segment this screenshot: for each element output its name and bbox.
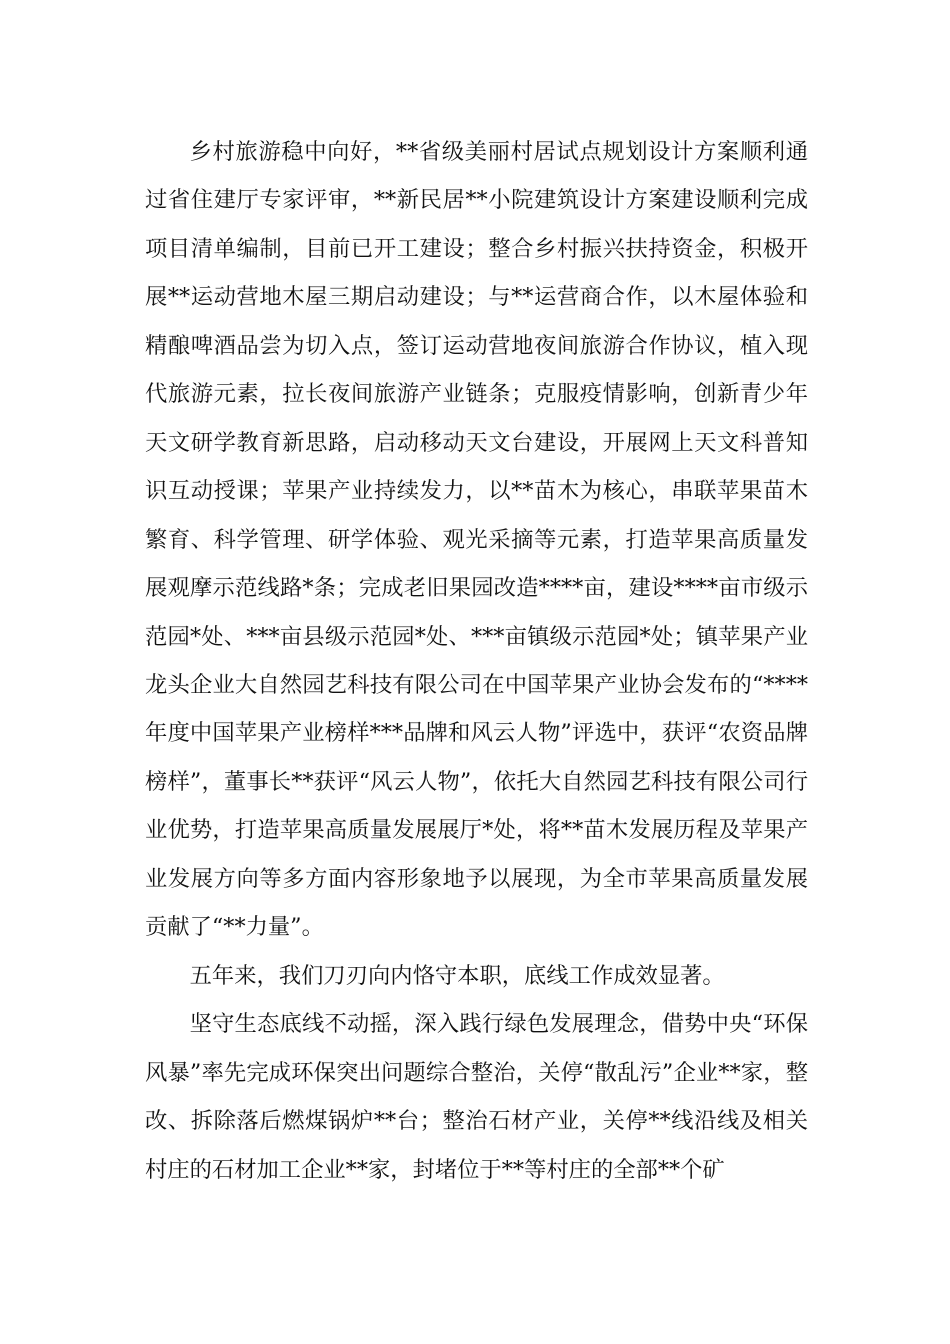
paragraph-rural-tourism: 乡村旅游稳中向好，**省级美丽村居试点规划设计方案顺利通过省住建厅专家评审，**新民居**小院建筑设计方案建设顺利完成项目清单编制，目前已开工建设；整合乡村振兴扶持资金，积极开展**运动营地木屋三期启动建设；与**运营商合作，以木屋体验和精酿啤酒品尝为切入点，签订运动营地夜间旅游合作协议，植入现代旅游元素，拉长夜间旅游产业链条；克服疫情影响，创新青少年天文研学教育新思路，启动移动天文台建设，开展网上天文科普知识互动授课；苹果产业持续发力，以**苗木为核心，串联苹果苗木繁育、科学管理、研学体验、观光采摘等元素，打造苹果高质量发展观摩示范线路*条；完成老旧果园改造****亩，建设****亩市级示范园*处、***亩县级示范园*处、***亩镇级示范园*处；镇苹果产业龙头企业大自然园艺科技有限公司在中国苹果产业协会发布的“****年度中国苹果产业榜样***品牌和风云人物”评选中，获评“农资品牌榜样”，董事长**获评“风云人物”，依托大自然园艺科技有限公司行业优势，打造苹果高质量发展展厅*处，将**苗木发展历程及苹果产业发展方向等多方面内容形象地予以展现，为全市苹果高质量发展贡献了“**力量”。 (145, 139, 808, 941)
paragraph-five-years: 五年来，我们刀刃向内恪守本职，底线工作成效显著。 (189, 962, 725, 989)
paragraph-ecology: 坚守生态底线不动摇，深入践行绿色发展理念，借势中央“环保风暴”率先完成环保突出问题综合整治，关停“散乱污”企业**家，整改、拆除落后燃煤锅炉**台；整治石材产业，关停**线沿线及相关村庄的石材加工企业**家，封堵位于**等村庄的全部**个矿 (145, 1011, 808, 1183)
document-body (145, 128, 808, 1194)
